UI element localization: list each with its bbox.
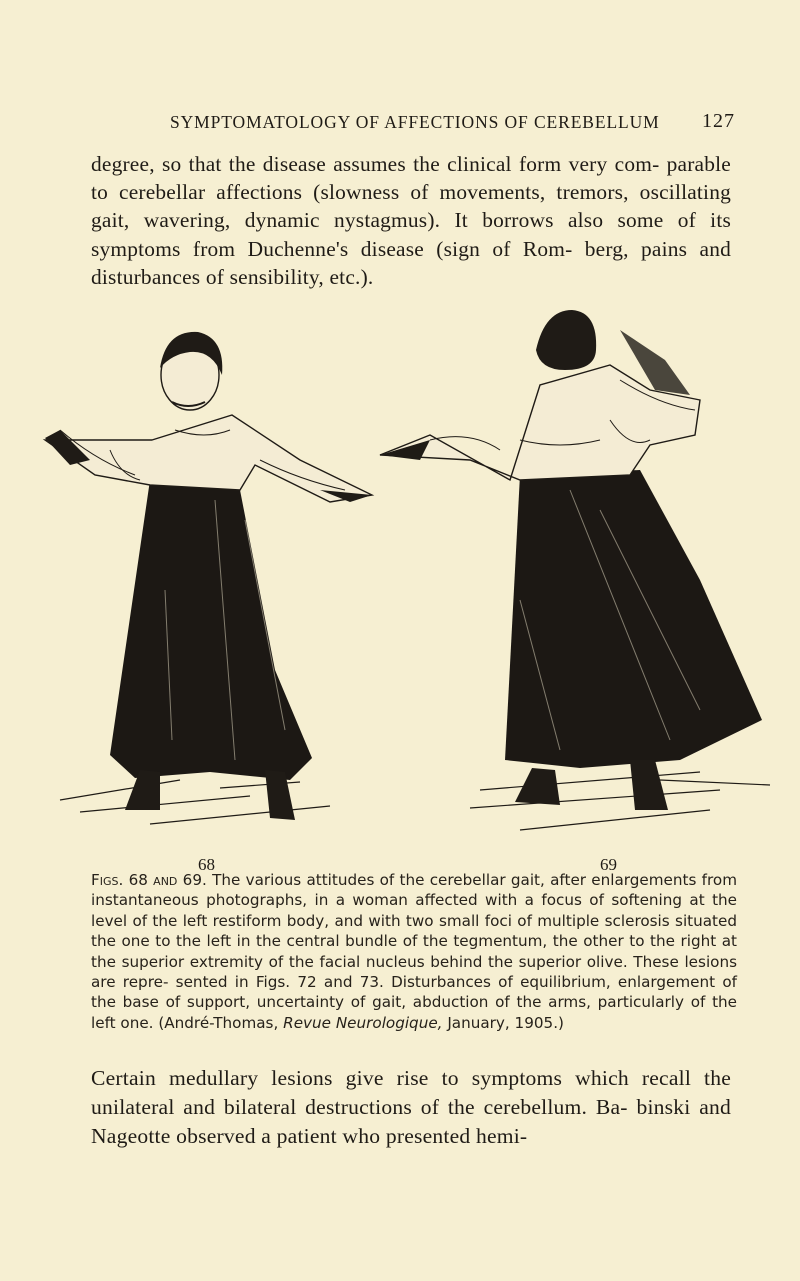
page-number: 127: [702, 110, 735, 132]
figure-caption: [91, 870, 737, 1033]
page-header: [0, 112, 800, 136]
caption-tail: January, 1905.): [442, 1013, 564, 1032]
running-title: SYMPTOMATOLOGY OF AFFECTIONS OF CEREBELLUM: [170, 112, 660, 132]
caption-text: The various attitudes of the cerebellar gait, after enlargements from instantaneous photographs, in a woman affected with a focus of softening at the level of the left restiform body, and with two small foci of multiple sclerosis situated the one to the left in the central bundle of the tegmentum, the other to the right at the superior extremity of the facial nucleus behind the superior olive. These lesions are repre- sented in Figs. 72 and 73. Disturbances of equilibrium, enlargement of the base of support, uncertainty of gait, abduction of the arms, particularly of the left one. (André-Thomas,: [91, 871, 737, 1032]
figure-69-woman-illustration: [380, 310, 770, 830]
figure-drawing: [0, 290, 800, 850]
body-paragraph-1: degree, so that the disease assumes the clinical form very com- parable to cerebellar affections (slowness of movements, tremors, oscillating gait, wavering, dynamic nystagmus). It borrows also some of its symptoms from Duchenne's disease (sign of Rom- berg, pains and disturbances of sensibility, etc.).: [91, 152, 731, 289]
figure-illustration: [0, 290, 800, 850]
body-paragraph-2: Certain medullary lesions give rise to symptoms which recall the unilateral and bilateral destructions of the cerebellum. Ba- binski and Nageotte observed a patient who presented hemi-: [91, 1066, 731, 1148]
caption-lead: Figs. 68 and 69.: [91, 871, 207, 889]
caption-journal: Revue Neurologique,: [283, 1013, 443, 1032]
figure-68-label: 68: [198, 855, 215, 874]
figure-68-woman-illustration: [45, 332, 372, 824]
figure-69-label: 69: [600, 855, 617, 874]
